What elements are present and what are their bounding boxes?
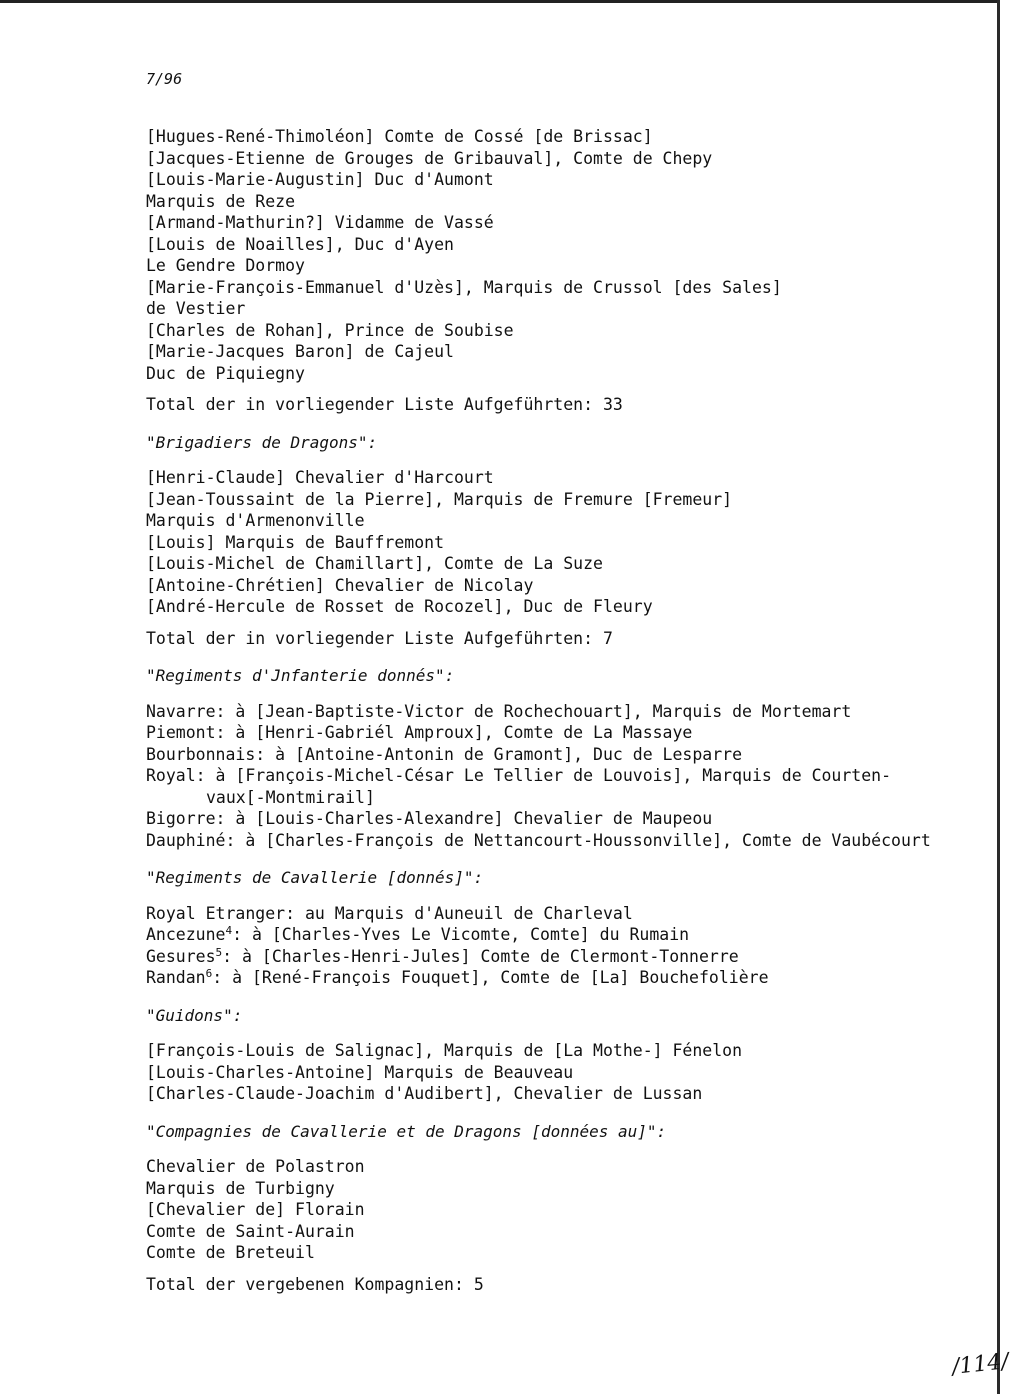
section-heading: "Guidons": [146,1005,243,1025]
footnote-mark: 6 [205,967,213,980]
list-item: [Jacques-Etienne de Grouges de Gribauval], Comte de Chepy [146,148,713,168]
section-heading: "Brigadiers de Dragons": [146,432,378,452]
list-item: Royal Etranger: au Marquis d'Auneuil de Charleval [146,903,633,923]
list-item: [Marie-François-Emmanuel d'Uzès], Marquis de Crussol [des Sales] [146,277,782,297]
section-heading: "Compagnies de Cavallerie et de Dragons [données au]": [146,1121,667,1141]
list-item: [Louis-Marie-Augustin] Duc d'Aumont [146,170,494,189]
handwritten-page-mark: /114/ [950,1349,1010,1380]
list-item [146,924,986,946]
list-item: de Vestier [146,299,246,318]
list-item: [Charles-Claude-Joachim d'Audibert], Chevalier de Lussan [146,1084,703,1103]
list-item: Comte de Breteuil [146,1243,315,1262]
document-body [146,126,986,1311]
section-regiments-infanterie [146,665,986,851]
list-item: Duc de Piquiegny [146,363,305,383]
list-item: [Louis-Charles-Antoine] Marquis de Beauveau [146,1062,574,1082]
list-item: [Antoine-Chrétien] Chevalier de Nicolay [146,575,534,595]
list-item-text: Randan$^6$: à [René-François Fouquet], Comte de [La] Bouchefolière [146,967,769,987]
list-item: Le Gendre Dormoy [146,256,305,275]
list-item: Navarre: à [Jean-Baptiste-Victor de Rochechouart], Marquis de Mortemart [146,701,852,721]
scan-edge-top [0,0,1000,3]
section-heading: "Regiments de Cavallerie [donnés]": [146,868,484,887]
section-guidons [146,1005,986,1105]
list-item [146,946,986,968]
list-item: Piemont: à [Henri-Gabriél Amproux], Comte de La Massaye [146,723,693,742]
list-item: [Louis-Michel de Chamillart], Comte de La Suze [146,554,603,573]
list-item: [Charles de Rohan], Prince de Soubise [146,320,514,340]
section-total: Total der in vorliegender Liste Aufgeführten: 7 [146,628,613,648]
list-item: Marquis d'Armenonville [146,511,365,530]
list-item-text: Gesures$^5$: à [Charles-Henri-Jules] Comte de Clermont-Tonnerre [146,945,739,966]
section-heading: "Regiments d'Jnfanterie donnés": [146,666,455,685]
list-item-text: Ancezune$^4$: à [Charles-Yves Le Vicomte, Comte] du Rumain [146,924,690,944]
list-item: [Jean-Toussaint de la Pierre], Marquis de Fremure [Fremeur] [146,489,733,509]
list-item: [Louis] Marquis de Bauffremont [146,532,445,552]
scan-edge-right [997,0,1000,1394]
section-regiments-cavallerie [146,867,986,989]
list-item: Bourbonnais: à [Antoine-Antonin de Gramont], Duc de Lesparre [146,744,743,764]
list-item: [Armand-Mathurin?] Vidamme de Vassé [146,213,494,232]
footnote-mark: 4 [225,924,233,937]
list-item: [André-Hercule de Rosset de Rocozel], Duc de Fleury [146,597,653,616]
list-item: [François-Louis de Salignac], Marquis de [La Mothe-] Fénelon [146,1041,743,1060]
page-number: 7/96 [146,70,183,88]
list-item [146,967,986,989]
section-compagnies [146,1121,986,1296]
list-item: [Hugues-René-Thimoléon] Comte de Cossé [de Brissac] [146,127,653,146]
list-item: Chevalier de Polastron [146,1157,365,1176]
list-item: Bigorre: à [Louis-Charles-Alexandre] Chevalier de Maupeou [146,809,713,828]
section-total: Total der vergebenen Kompagnien: 5 [146,1274,484,1294]
section-brigadiers-dragons [146,432,986,650]
list-item: [Chevalier de] Florain [146,1200,365,1219]
list-item: Marquis de Reze [146,191,296,211]
section-officers [146,126,986,416]
list-item: [Louis de Noailles], Duc d'Ayen [146,234,454,254]
list-item: Dauphiné: à [Charles-François de Nettancourt-Houssonville], Comte de Vaubécourt [146,830,931,850]
footnote-mark: 5 [215,945,223,959]
list-item: Marquis de Turbigny [146,1178,335,1198]
list-item: Comte de Saint-Aurain [146,1221,355,1241]
list-item-continuation: vaux[-Montmirail] [206,787,375,807]
list-item: Royal: à [François-Michel-César Le Tellier de Louvois], Marquis de Courten- [146,766,892,785]
section-total: Total der in vorliegender Liste Aufgeführten: 33 [146,395,623,414]
list-item: [Henri-Claude] Chevalier d'Harcourt [146,468,494,487]
list-item: [Marie-Jacques Baron] de Cajeul [146,342,454,361]
